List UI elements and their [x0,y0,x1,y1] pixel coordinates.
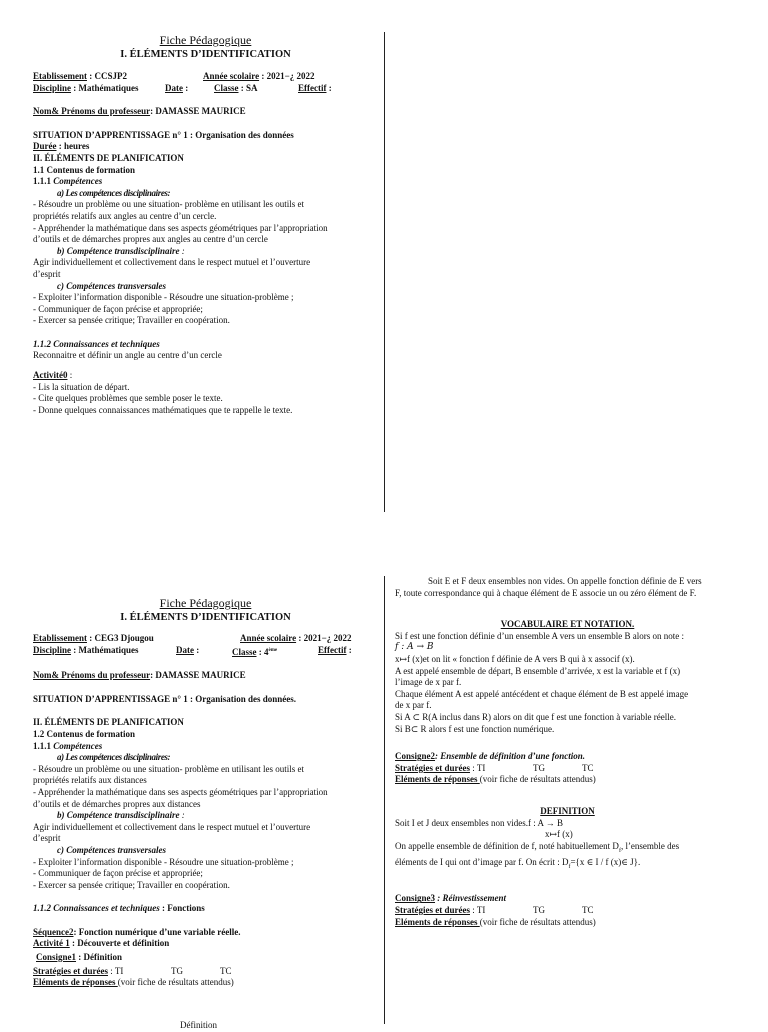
competences-label: Compétences [53,176,103,187]
tg-label: TG [533,762,545,773]
comp-transv-line: - Exploiter l’information disponible - Résoudre une situation-problème ; [33,856,294,867]
competences-label: Compétences [53,740,103,751]
cut-text: Définition [180,1020,217,1030]
activite-line [33,938,378,950]
annee-label: Année scolaire [203,71,260,81]
comp-trans-line: d’esprit [33,833,61,844]
identification-row-1 [33,71,378,83]
comp-transv-line: - Exercer sa pensée critique; Travailler en coopération. [33,879,230,890]
consigne3-value: : Réinvestissement [435,893,507,904]
vocab-line: Si f est une fonction définie d’un ensemble A vers un ensemble B alors on note : [395,630,684,641]
comp-disc-line: - Résoudre un problème ou une situation- problème en utilisant les outils et [33,199,304,210]
def-text: On appelle ensemble de définition de f, noté habituellement D [395,840,619,851]
activite-heading: Activité0 : [33,370,73,381]
elements-value: (voir fiche de résultats attendus) [117,977,234,988]
tc-label: TC [582,905,594,916]
definition-line-2: x↦f (x) [545,829,573,840]
duree-line [33,141,378,153]
definition-title: DEFINITION [540,805,595,816]
vocab-line: Si A ⊂ R(A inclus dans R) alors on dit que f est une fonction à variable réelle. [395,711,676,722]
annee-label: Année scolaire [240,633,297,643]
def-sub: f [618,847,621,854]
strategies-label: Stratégies et durées [395,905,470,916]
professor-line [33,106,378,118]
identification-row-2 [33,645,378,659]
section-title: I. ÉLÉMENTS D’IDENTIFICATION [120,49,291,60]
prof-label: Nom& Prénoms du professeur [33,106,151,117]
discipline-label: Discipline [33,82,72,93]
vocab-title: VOCABULAIRE ET NOTATION. [500,619,635,630]
classe-value: : 4 [256,646,269,657]
vocab-map-2: x↦f (x)et on lit « fonction f définie de A vers B qui à x associf (x). [395,653,635,664]
consigne1-line [33,952,378,964]
consigne2-label: Consigne2 [395,751,436,762]
comp-disc-line: d’outils et de démarches propres aux distances [33,798,201,809]
prof-value: : DAMASSE MAURICE [150,106,246,117]
comp-disc-line: propriétés relatifs aux distances [33,775,147,786]
comp-disc-line: - Appréhender la mathématique dans ses aspects géométriques par l’appropriation [33,786,328,797]
competence-transdisciplinaire-heading: b) Compétence transdisciplinaire : [57,810,185,821]
definition-line-1: Soit I et J deux ensembles non vides.f : A → B [395,817,563,828]
consigne3-label: Consigne3 [395,893,436,904]
activite-label: Activité0 [33,370,68,381]
connaissances-heading: 1.1.2 Connaissances et techniques [33,338,160,349]
competences-num: 1.1.1 [33,740,51,751]
date-label: Date [176,644,194,655]
consigne3-line [395,893,740,905]
def-text-suffix: , l’ensemble des [620,840,680,851]
activite-label: Activité 1 [33,938,70,949]
elements-label: Eléments de réponses [395,774,480,785]
comp-trans-line: Agir individuellement et collectivement dans le respect mutuel et l’ouverture [33,257,311,268]
comp-disc-line: - Appréhender la mathématique dans ses aspects géométriques par l’appropriation [33,222,328,233]
professor-line [33,670,378,682]
comp-trans-label: b) Compétence transdisciplinaire [57,245,180,256]
definition-line-3 [395,841,740,857]
effectif-label: Effectif [318,644,347,655]
etab-value: : CCSJP2 [87,71,127,81]
def-text: éléments de I qui ont d’image par f. On écrit : D [395,857,569,868]
classe-label: Classe [214,82,239,93]
annee-value: : 2021−¿ 2022 [296,633,352,643]
strategies-value: : TI [107,965,124,976]
activite-value: : Découverte et définition [69,938,170,949]
date-value: : [194,644,200,655]
column-divider-top [384,32,385,512]
date-value: : [183,82,189,93]
vocab-line: l’image de x par f. [395,677,462,688]
contenus-heading: 1.2 Contenus de formation [33,728,136,739]
comp-transv-line: - Exercer sa pensée critique; Travailler en coopération. [33,315,230,326]
tc-label: TC [582,762,594,773]
connaissances-line: Reconnaitre et définir un angle au centre d’un cercle [33,350,222,361]
classe-sup: ème [268,647,278,653]
competences-transversales-heading: c) Compétences transversales [57,280,166,291]
date-label: Date [165,82,183,93]
identification-row-1 [33,633,378,645]
strategies-label: Stratégies et durées [33,965,108,976]
consigne1-label: Consigne1 [36,952,77,963]
effectif-value: : [326,82,332,93]
sheet-2 [33,596,378,1030]
vocab-line: Chaque élément A est appelé antécédent et chaque élément de B est appelé image [395,688,689,699]
situation-line: SITUATION D’APPRENTISSAGE n° 1 : Organisation des données [33,129,294,140]
strategies-line [395,763,740,775]
tg-label: TG [171,965,183,976]
competences-transversales-heading: c) Compétences transversales [57,844,166,855]
competences-heading [33,741,378,753]
connaissances-suffix: : Fonctions [159,903,205,914]
duree-label: Durée [33,141,57,152]
elements-label: Eléments de réponses [33,977,118,988]
activite-line: - Cite quelques problèmes que semble poser le texte. [33,393,223,404]
comp-transv-line: - Communiquer de façon précise et appropriée; [33,868,203,879]
comp-disc-label: a) Les compétences disciplinaires [57,187,168,198]
strategies-label: Stratégies et durées [395,762,470,773]
vocab-line: Si B⊂ R alors f est une fonction numérique. [395,723,555,734]
comp-disc-label: a) Les compétences disciplinaires [57,752,168,763]
competences-heading [33,176,378,188]
definition-line-4 [395,857,740,873]
elements-label: Eléments de réponses [395,916,480,927]
discipline-value: : Mathématiques [71,82,139,93]
duree-value: : heures [56,141,90,152]
comp-disc-line: propriétés relatifs aux angles au centre d’un cercle. [33,210,217,221]
classe-value: : SA [238,82,258,93]
elements-line [395,917,740,929]
prof-value: : DAMASSE MAURICE [150,670,246,681]
strategies-line [33,966,378,978]
contenus-heading: 1.1 Contenus de formation [33,164,136,175]
annee-value: : 2021−¿ 2022 [259,71,315,81]
tc-label: TC [220,965,232,976]
classe-label: Classe [232,646,257,657]
comp-trans-line: d’esprit [33,268,61,279]
comp-disc-line: - Résoudre un problème ou une situation- problème en utilisant les outils et [33,763,304,774]
comp-disc-line: d’outils et de démarches propres aux angles au centre d’un cercle [33,234,268,245]
competences-disciplinaires-heading: a) Les compétences disciplinaires: [57,187,171,198]
elements-line [395,774,740,786]
sheet-1 [33,33,378,416]
section-title: I. ÉLÉMENTS D’IDENTIFICATION [120,612,291,623]
fiche-title: Fiche Pédagogique [159,33,252,47]
discipline-label: Discipline [33,644,72,655]
sequence-label: Séquence2 [33,926,74,937]
effectif-label: Effectif [298,82,327,93]
connaissances-label: 1.1.2 Connaissances et techniques [33,903,160,914]
etab-label: Etablissement [33,71,87,81]
competence-transdisciplinaire-heading: b) Compétence transdisciplinaire : [57,245,185,256]
planification-heading: II. ÉLÉMENTS DE PLANIFICATION [33,717,184,728]
intro-line: F, toute correspondance qui à chaque élément de E associe un ou zéro élément de F. [395,587,697,598]
activite-line: - Lis la situation de départ. [33,381,130,392]
strategies-value: : TI [469,762,486,773]
def-sub: f [568,863,571,870]
competences-num: 1.1.1 [33,176,51,187]
strategies-line [395,905,740,917]
discipline-value: : Mathématiques [71,644,139,655]
vocab-line: de x par f. [395,700,432,711]
etab-label: Etablissement [33,633,87,643]
etab-value: : CEG3 Djougou [87,633,154,643]
elements-line [33,977,378,989]
comp-trans-line: Agir individuellement et collectivement dans le respect mutuel et l’ouverture [33,821,311,832]
consigne2-value: : Ensemble de définition d’une fonction. [435,751,586,762]
consigne2-line [395,751,740,763]
vocab-map-1: f : A → B [395,642,434,653]
activite-line: - Donne quelques connaissances mathématiques que te rappelle le texte. [33,404,293,415]
comp-transv-line: - Exploiter l’information disponible - Résoudre une situation-problème ; [33,292,294,303]
elements-value: (voir fiche de résultats attendus) [479,916,596,927]
vocab-line: A est appelé ensemble de départ, B ensemble d’arrivée, x est la variable et f (x) [395,665,681,676]
situation-line: SITUATION D’APPRENTISSAGE n° 1 : Organisation des données. [33,693,296,704]
strategies-value: : TI [469,905,486,916]
planification-heading: II. ÉLÉMENTS DE PLANIFICATION [33,152,184,163]
elements-value: (voir fiche de résultats attendus) [479,774,596,785]
sequence-line [33,927,378,939]
effectif-value: : [346,644,352,655]
prof-label: Nom& Prénoms du professeur [33,670,151,681]
tg-label: TG [533,905,545,916]
fiche-title: Fiche Pédagogique [159,596,252,610]
comp-transv-line: - Communiquer de façon précise et appropriée; [33,303,203,314]
comp-trans-label: b) Compétence transdisciplinaire [57,810,180,821]
right-column [395,576,740,928]
competences-disciplinaires-heading: a) Les compétences disciplinaires: [57,752,171,763]
consigne1-value: : Définition [76,952,123,963]
connaissances-heading [33,903,378,915]
competences-disciplinaires-list [33,199,378,245]
identification-row-2 [33,83,378,95]
intro-line: Soit E et F deux ensembles non vides. On appelle fonction définie de E vers [428,576,702,586]
def-text-suffix: ={x ∈ I / f (x)∈ J}. [570,857,641,868]
column-divider-bottom [384,576,385,1024]
sequence-value: : Fonction numérique d’une variable réelle. [73,926,241,937]
